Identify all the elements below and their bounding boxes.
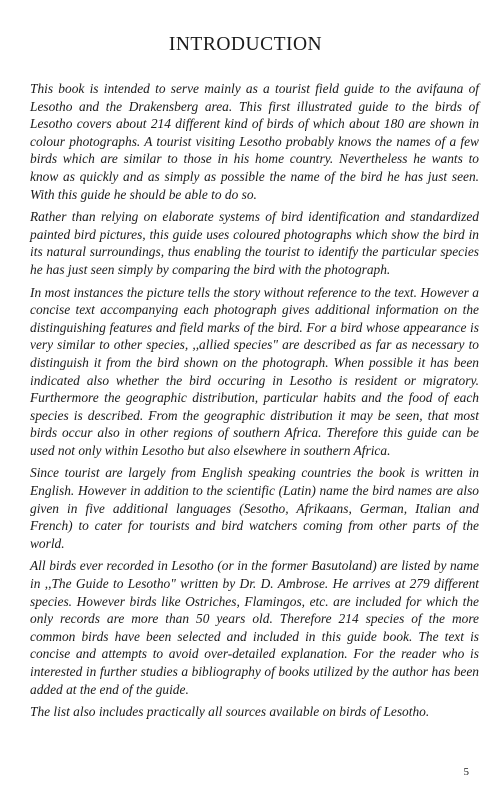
page-title: INTRODUCTION — [168, 34, 323, 55]
paragraph: The list also includes practically all sources available on birds of Lesotho. — [30, 704, 430, 720]
paragraph: Since tourist are largely from English speaking countries the book is written in English. However in addition to the scientific (Latin) name the bird names are also given in five additional languages (Sesotho, Afrikaans, German, Italian and French) to cater for tourists and bird watchers coming from other parts of the world. — [30, 465, 479, 551]
introduction-body — [30, 80, 479, 726]
paragraph: Rather than relying on elaborate systems of bird identification and standardized painted bird pictures, this guide uses coloured photographs which show the bird in its natural surroundings, thus enabling the tourist to identify the particular species he has just seen simply by comparing the bird with the photograph. — [30, 209, 479, 277]
paragraph: In most instances the picture tells the story without reference to the text. However a concise text accompanying each photograph gives additional information on the distinguishing features and field marks of the bird. For a bird whose appearance is very similar to other species, ,,allied species" are described as far as necessary to distinguish it from the bird shown on the photograph. When possible it has been indicated also whether the bird occuring in Lesotho is resident or migratory. Furthermore the geographic distribution, particular habits and the food of each species is described. From the geographic distribution it may be seen, that most birds occur also in other regions of southern Africa. Therefore this guide can be used not only within Lesotho but also elsewhere in southern Africa. — [30, 284, 479, 458]
paragraph: All birds ever recorded in Lesotho (or in the former Basutoland) are listed by name in ,,The Guide to Lesotho" written by Dr. D. Ambrose. He arrives at 279 different species. However birds like Ostriches, Flamingos, etc. are included for which the only records are more than 50 years old. Therefore 214 species of the more common birds have been selected and included in this guide book. The text is concise and attempts to avoid over-detailed explanation. For the reader who is interested in further studies a bibliography of books utilized by the author has been added at the end of the guide. — [30, 558, 479, 697]
page-number: 5 — [463, 766, 469, 778]
paragraph: This book is intended to serve mainly as a tourist field guide to the avifauna of Lesotho and the Drakensberg area. This first illustrated guide to the birds of Lesotho covers about 214 different kind of birds of which about 180 are shown in colour photographs. A tourist visiting Lesotho probably knows the names of a few birds which are similar to those in his home country. Nevertheless he wants to know as quickly and as simply as possible the name of the bird he has just seen. With this guide he should be able to do so. — [30, 81, 479, 202]
